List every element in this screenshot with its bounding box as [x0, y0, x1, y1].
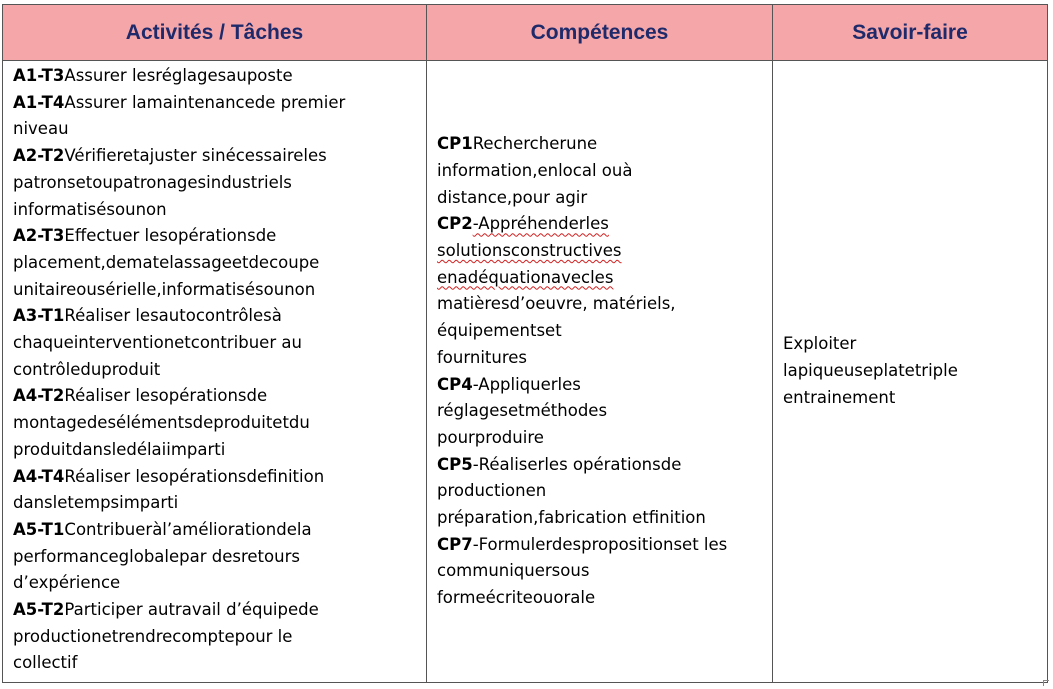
competence-cp1: CP1Rechercherune information,enlocal ouà distance,pour agir — [437, 134, 633, 207]
competence-cp2: CP2-Appréhenderles solutionsconstructives enadéquationavecles matièresd’oeuvre, matériels, équipementset fournitures — [437, 214, 676, 367]
savoir-faire-line: lapiqueuseplatetriple — [783, 361, 958, 381]
competence-cp7: CP7-Formulerdespropositionset les communiquersous formeécriteouorale — [437, 534, 728, 608]
header-activites: Activités / Tâches — [3, 5, 427, 61]
activite-a1-t3: A1-T3Assurer lesréglagesauposte — [13, 66, 293, 85]
competences-cell — [427, 61, 773, 683]
savoir-faire-line: entrainement — [783, 387, 896, 407]
competency-table — [2, 4, 1048, 683]
competence-cp4: CP4-Appliquerles réglagesetméthodes pourproduire — [437, 374, 608, 447]
activite-a1-t4: A1-T4Assurer lamaintenancede premier niveau — [13, 92, 346, 139]
header-competences: Compétences — [427, 5, 773, 61]
savoir-faire-line: Exploiter — [783, 334, 857, 354]
competence-cp5: CP5-Réaliserles opérationsde productionen préparation,fabrication etfinition — [437, 454, 706, 528]
table-corner-mark — [1043, 680, 1049, 686]
header-savoir-faire: Savoir-faire — [773, 5, 1048, 61]
header-row — [3, 5, 1048, 61]
activite-a3-t1: A3-T1Réaliser lesautocontrôlesà chaqueinterventionetcontribuer au contrôleduproduit — [13, 306, 302, 379]
activite-a4-t2: A4-T2Réaliser lesopérationsde montagedesélémentsdeproduitetdu produitdansledélaiimparti — [13, 386, 310, 459]
activites-cell — [3, 61, 427, 683]
savoir-faire-cell — [773, 61, 1048, 683]
activite-a5-t1: A5-T1Contribueràl’améliorationdela performanceglobalepar desretours d’expérience — [13, 519, 312, 593]
activite-a2-t3: A2-T3Effectuer lesopérationsde placement,dematelassageetdecoupe unitaireousérielle,informatisésounon — [13, 226, 320, 299]
table-row — [3, 61, 1048, 683]
activite-a2-t2: A2-T2Vérifieretajuster sinécessaireles patronsetoupatronagesindustriels informatisésounon — [13, 146, 327, 219]
activite-a5-t2: A5-T2Participer autravail d’équipede productionetrendrecomptepour le collectif — [13, 600, 319, 673]
activite-a4-t4: A4-T4Réaliser lesopérationsdefinition dansletempsimparti — [13, 466, 325, 513]
